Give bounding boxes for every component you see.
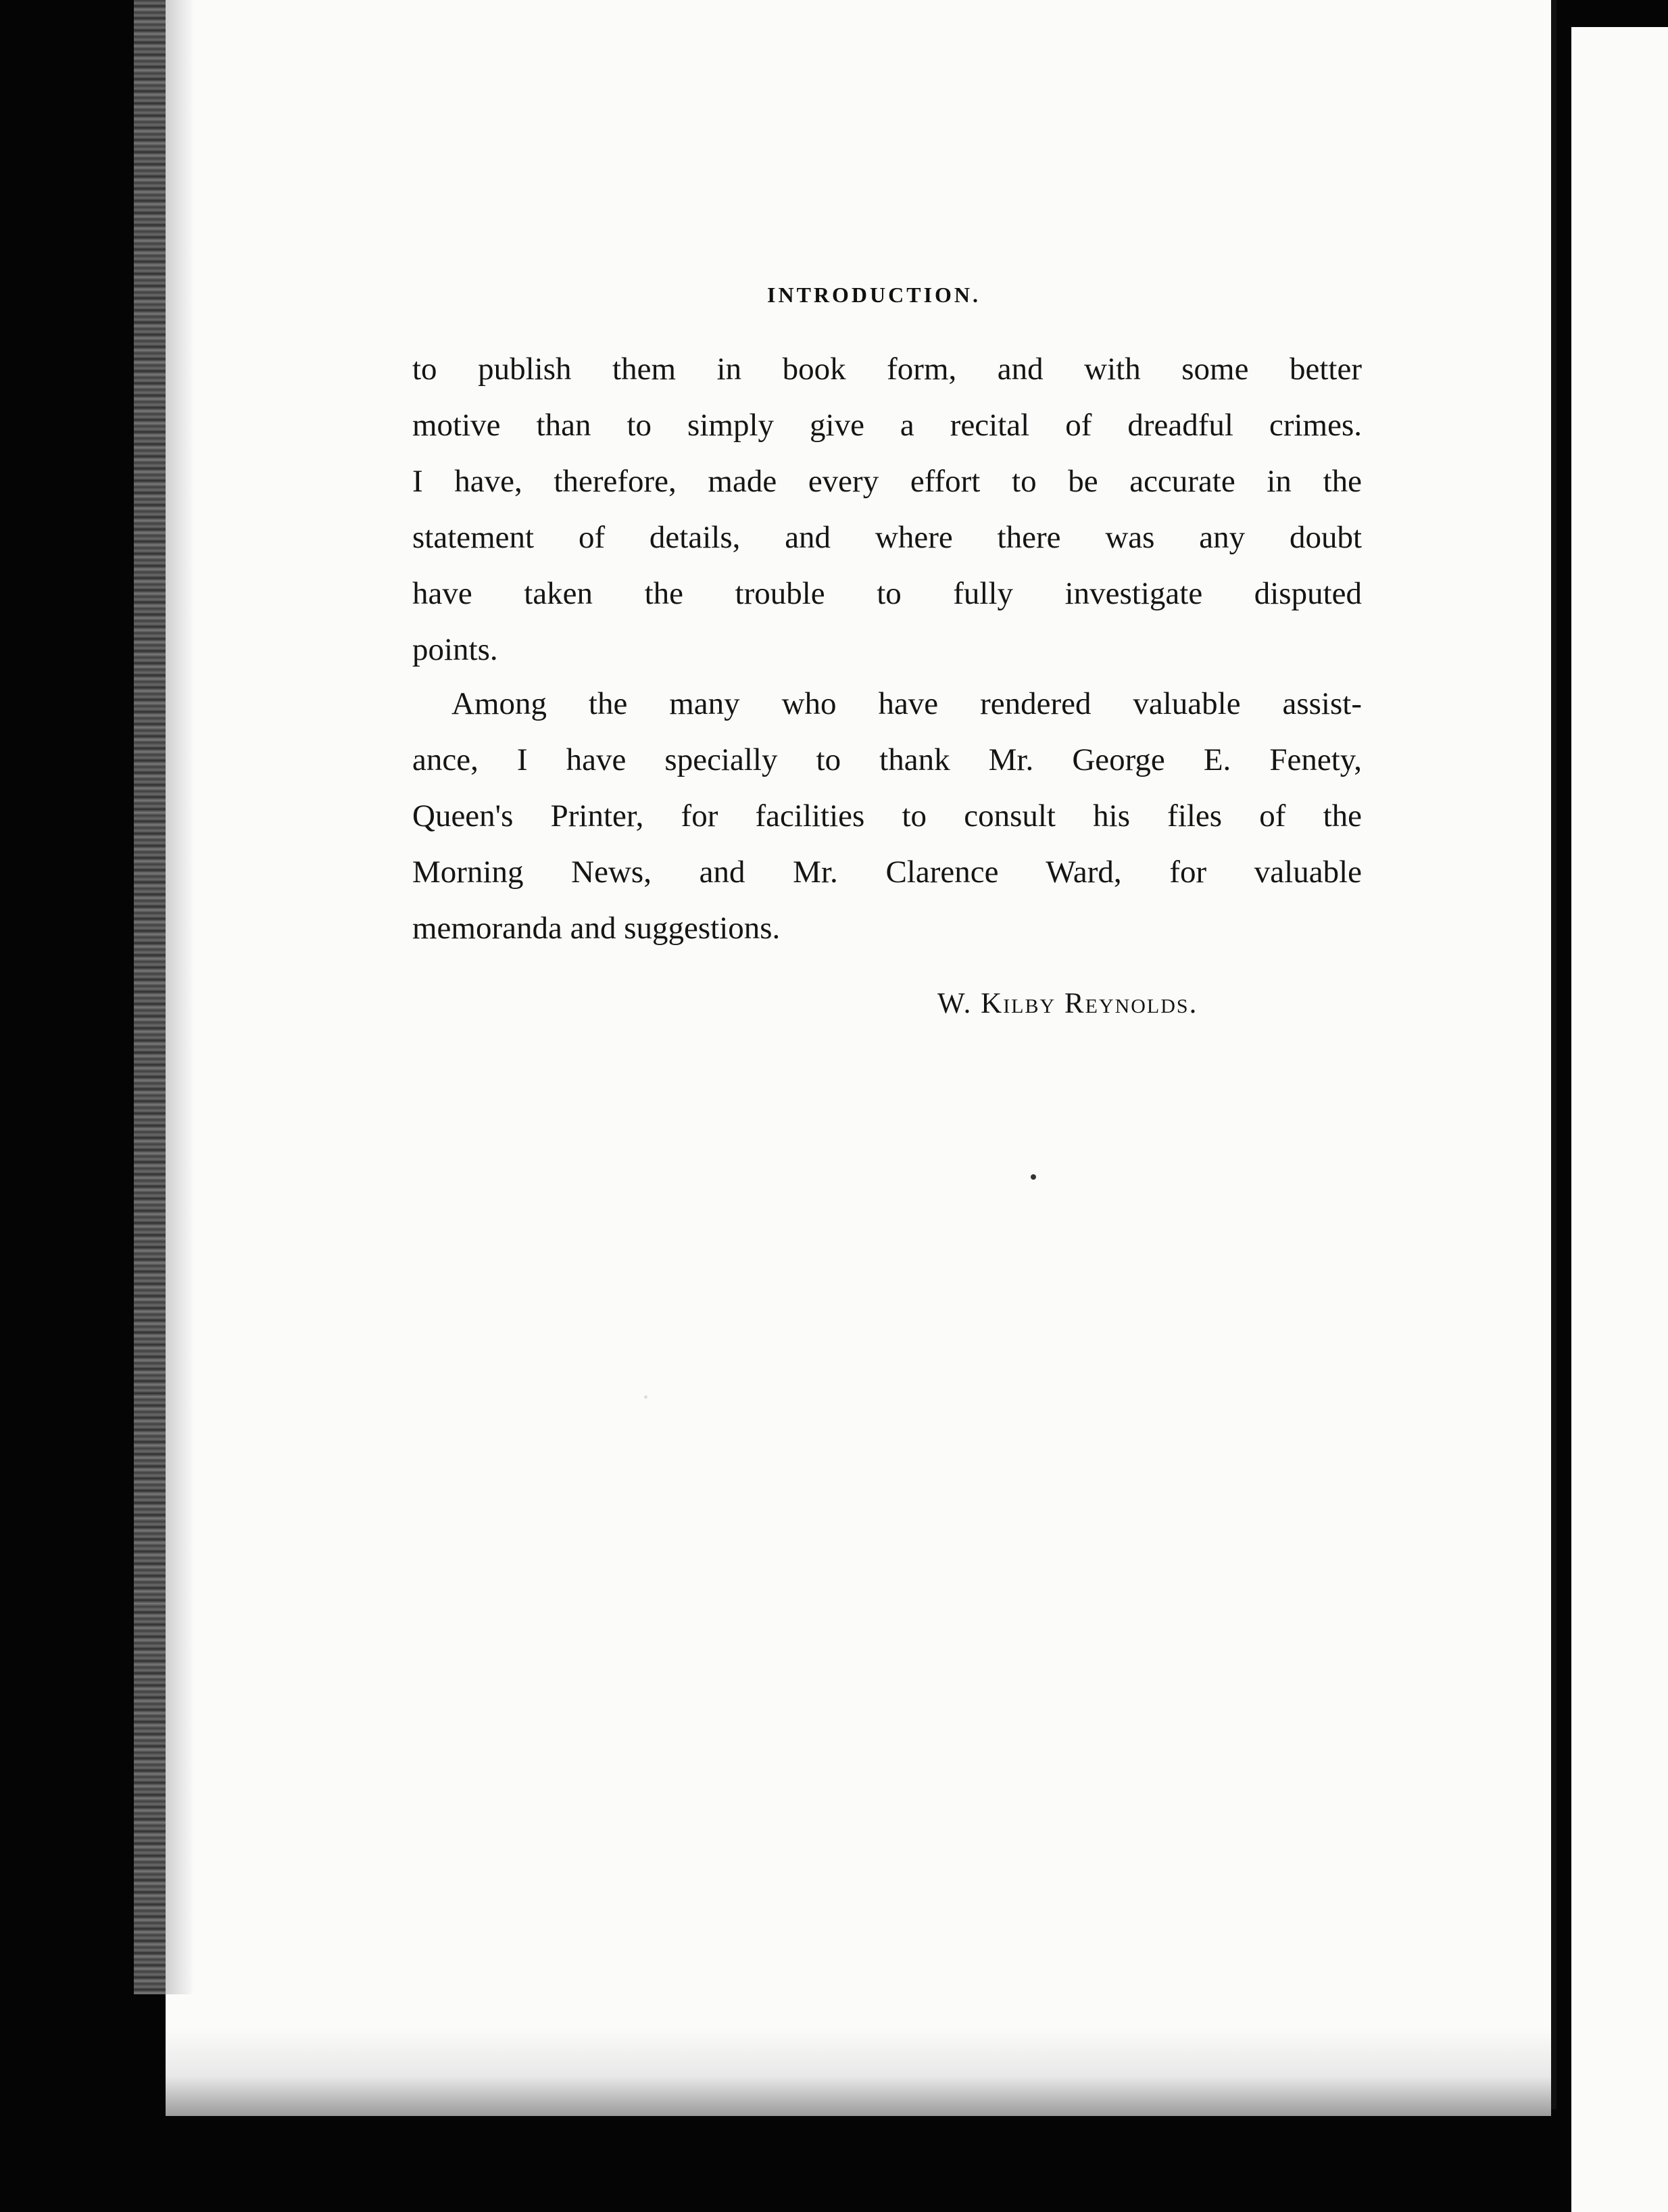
paragraph-1-line-6: points. xyxy=(412,632,498,667)
author-signature: W. Kilby Reynolds. xyxy=(937,988,1198,1019)
paragraph-1-line-5: have taken the trouble to fully investigate disputed xyxy=(412,576,1362,611)
paragraph-2-line-4: Morning News, and Mr. Clarence Ward, for valuable xyxy=(412,855,1362,890)
running-head: INTRODUCTION. xyxy=(767,283,981,307)
paragraph-1-line-3: I have, therefore, made every effort to be accurate in the xyxy=(412,464,1362,499)
ink-speck xyxy=(1031,1174,1036,1180)
page-bottom-shadow xyxy=(166,2028,1551,2116)
paragraph-2-line-5: memoranda and suggestions. xyxy=(412,911,781,946)
paragraph-2-line-2: ance, I have specially to thank Mr. George E. Fenety, xyxy=(412,742,1362,777)
paragraph-1-line-2: motive than to simply give a recital of dreadful crimes. xyxy=(412,408,1362,443)
paragraph-1-line-1: to publish them in book form, and with some better xyxy=(412,352,1362,387)
paper-speck xyxy=(644,1395,647,1399)
document-page xyxy=(166,0,1556,2109)
adjacent-page-edge xyxy=(1571,27,1668,2212)
page-inner-shadow xyxy=(166,0,193,1994)
paragraph-2-line-3: Queen's Printer, for facilities to consult his files of the xyxy=(412,798,1362,834)
paragraph-1-line-4: statement of details, and where there was any doubt xyxy=(412,520,1362,555)
paragraph-2-line-1: Among the many who have rendered valuable assist- xyxy=(451,686,1362,721)
